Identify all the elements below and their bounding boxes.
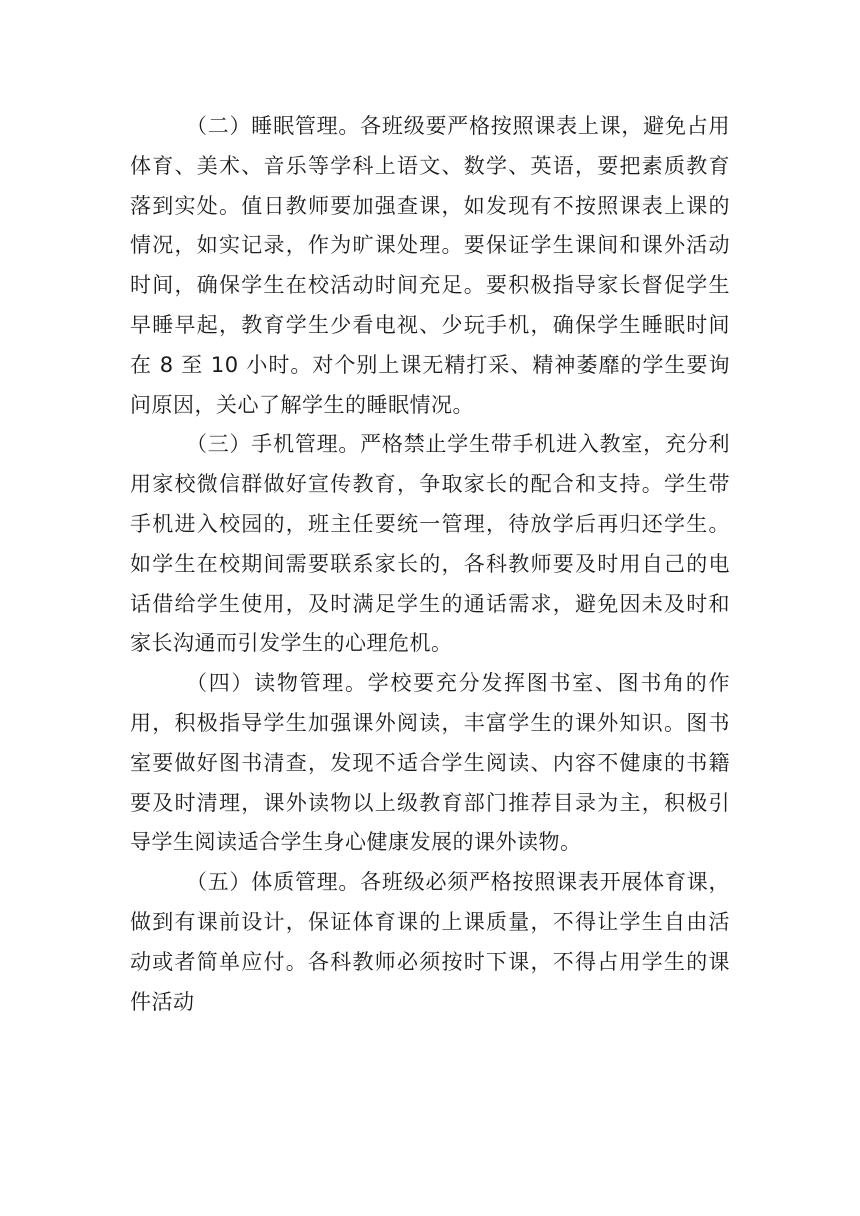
- paragraph-physique-management: （五）体质管理。各班级必须严格按照课表开展体育课，做到有课前设计，保证体育课的上课质量，不得让学生自由活动或者简单应付。各科教师必须按时下课，不得占用学生的课件活动: [130, 870, 730, 1014]
- paragraph-reading-management: （四）读物管理。学校要充分发挥图书室、图书角的作用，积极指导学生加强课外阅读，丰富学生的课外知识。图书室要做好图书清查，发现不适合学生阅读、内容不健康的书籍要及时清理，课外读物以上级教育部门推荐目录为主，积极引导学生阅读适合学生身心健康发展的课外读物。: [130, 671, 730, 855]
- paragraph-sleep-management: （二）睡眠管理。各班级要严格按照课表上课，避免占用体育、美术、音乐等学科上语文、数学、英语，要把素质教育落到实处。值日教师要加强查课，如发现有不按照课表上课的情况，如实记录，作为旷课处理。要保证学生课间和课外活动时间，确保学生在校活动时间充足。要积极指导家长督促学生早睡早起，教育学生少看电视、少玩手机，确保学生睡眠时间在 8 至 10 小时。对个别上课无精打采、精神萎靡的学生要询问原因，关心了解学生的睡眠情况。: [130, 114, 730, 417]
- paragraph-phone-management: （三）手机管理。严格禁止学生带手机进入教室，充分利用家校微信群做好宣传教育，争取家长的配合和支持。学生带手机进入校园的，班主任要统一管理，待放学后再归还学生。如学生在校期间需要联系家长的，各科教师要及时用自己的电话借给学生使用，及时满足学生的通话需求，避免因未及时和家长沟通而引发学生的心理危机。: [130, 432, 730, 656]
- document-body: [130, 107, 730, 1022]
